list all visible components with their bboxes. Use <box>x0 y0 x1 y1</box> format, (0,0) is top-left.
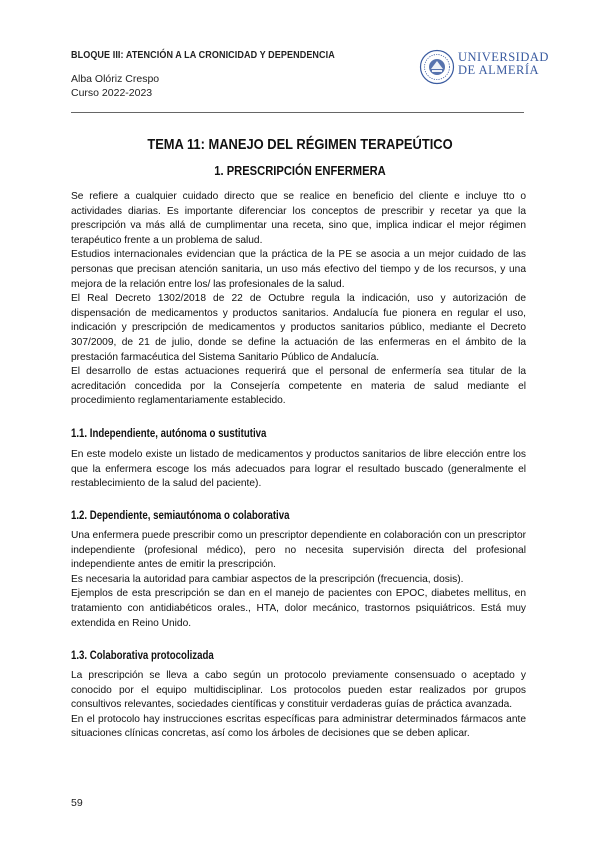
subsection-body <box>71 669 526 742</box>
subsection-heading: 1.2. Dependiente, semiautónoma o colaborativa <box>71 510 290 522</box>
paragraph: El Real Decreto 1302/2018 de 22 de Octubre regula la indicación, uso y autorización de dispensación de medicamentos y productos sanitarios. Andalucía fue pionera en regular el uso, indicación y prescripción de medicamentos y productos sanitarios público, mediante el Decreto 307/2009, de 21 de julio, donde se define la actuación de las enfermeras en el ámbito de la prestación farmacéutica del Sistema Sanitario Público de Andalucía. <box>71 293 526 363</box>
course-year: Curso 2022-2023 <box>71 87 153 99</box>
block-title: BLOQUE III: ATENCIÓN A LA CRONICIDAD Y DEPENDENCIA <box>71 49 335 61</box>
header-divider <box>71 112 524 113</box>
university-seal-icon <box>419 49 455 85</box>
page-number: 59 <box>71 797 83 809</box>
university-name-line1: UNIVERSIDAD <box>458 50 549 64</box>
subsection-body <box>71 448 526 492</box>
section-body <box>71 190 526 409</box>
paragraph: La prescripción se lleva a cabo según un protocolo previamente consensuado o aceptado y conocido por el equipo multidisciplinar. Los protocolos pueden estar realizados por grupos consultivos relevantes, sociedades científicas y constituir verdaderas guías de práctica avanzada. <box>71 670 526 711</box>
paragraph: Estudios internacionales evidencian que la práctica de la PE se asocia a un mejor cuidado de las personas que precisan atención sanitaria, un uso más efectivo del tiempo y de los recursos, y una mejora de la relación entre los/ las profesionales de la salud. <box>71 249 526 290</box>
university-logo <box>419 49 549 87</box>
author-name: Alba Olóriz Crespo <box>71 73 160 85</box>
paragraph: En este modelo existe un listado de medicamentos y productos sanitarios de libre elección entre los que la enfermera escoge los más adecuados para lograr el resultado buscado (generalmente el restablecimiento de la salud del paciente). <box>71 449 526 490</box>
paragraph: Se refiere a cualquier cuidado directo que se realice en beneficio del cliente e incluye tto o actividades diarias. Es importante diferenciar los conceptos de prescribir y recetar ya que la prescripción va más allá de cumplimentar una receta, sino que, implica indicar el mejor régimen terapéutico frente a un problema de salud. <box>71 191 526 246</box>
section-heading: 1. PRESCRIPCIÓN ENFERMERA <box>214 163 386 178</box>
subsection-heading: 1.1. Independiente, autónoma o sustitutiva <box>71 428 267 440</box>
page-title: TEMA 11: MANEJO DEL RÉGIMEN TERAPEÚTICO <box>147 136 453 153</box>
paragraph: Es necesaria la autoridad para cambiar aspectos de la prescripción (frecuencia, dosis). <box>71 573 464 585</box>
paragraph: El desarrollo de estas actuaciones requerirá que el personal de enfermería sea titular de la acreditación concedida por la Consejería competente en materia de salud mediante el procedimiento reglamentariamente establecido. <box>71 366 526 407</box>
university-name <box>458 51 549 77</box>
paragraph: En el protocolo hay instrucciones escritas específicas para administrar determinados fármacos ante situaciones clínicas concretas, así como los árboles de decisiones que se deben aplicar. <box>71 713 526 740</box>
paragraph: Ejemplos de esta prescripción se dan en el manejo de pacientes con EPOC, diabetes mellitus, en tratamiento con antidiabéticos orales., HTA, dolor mecánico, trastornos psiquiátricos. Está muy extendida en Reino Unido. <box>71 588 526 629</box>
university-name-line2: DE ALMERÍA <box>458 63 540 77</box>
subsection-heading: 1.3. Colaborativa protocolizada <box>71 650 214 662</box>
page-header <box>71 49 549 109</box>
paragraph: Una enfermera puede prescribir como un prescriptor dependiente en colaboración con un prescriptor independiente (profesional médico), pero no necesita supervisión directa del profesional independiente antes de emitir la prescripción. <box>71 530 526 571</box>
subsection-body <box>71 529 526 631</box>
